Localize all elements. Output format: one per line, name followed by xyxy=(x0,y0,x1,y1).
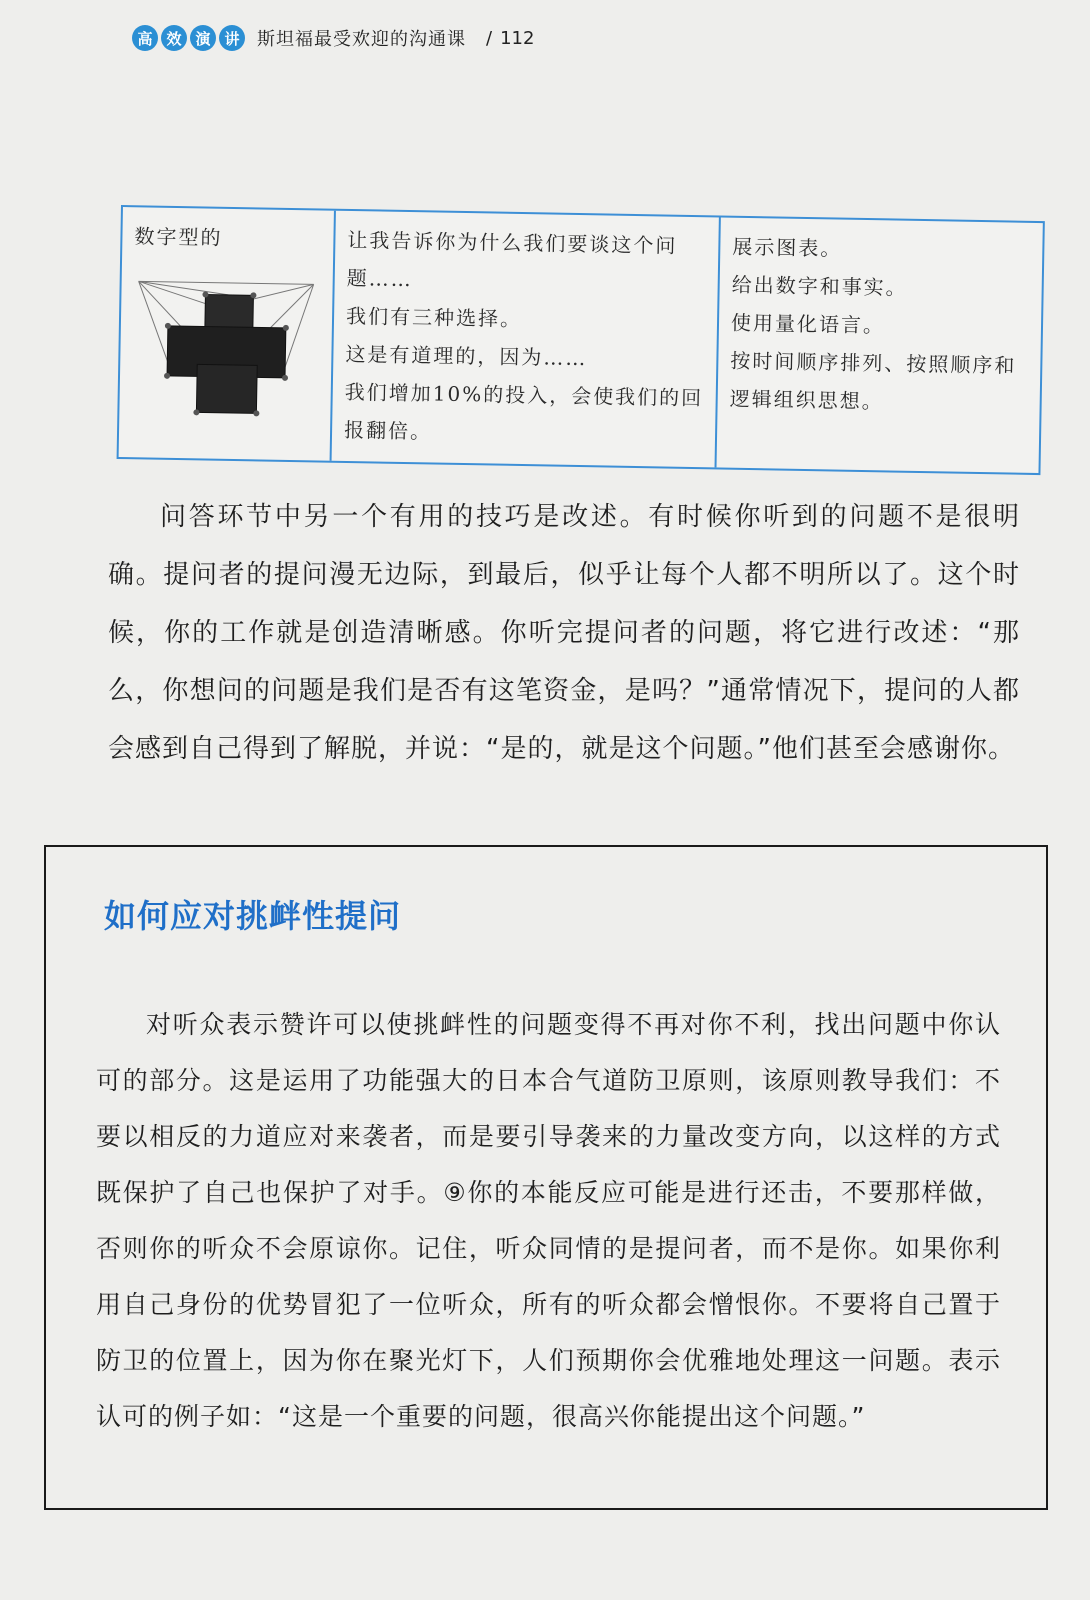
running-header xyxy=(132,18,534,58)
table-cell-examples xyxy=(332,211,721,468)
table-cell-type xyxy=(119,207,336,461)
series-logo-char: 演 xyxy=(190,25,216,51)
header-separator: / xyxy=(486,27,493,49)
book-title: 斯坦福最受欢迎的沟通课 xyxy=(257,29,466,50)
tip-line: 按时间顺序排列、按照顺序和逻辑组织思想。 xyxy=(729,348,1017,414)
series-logo-char: 效 xyxy=(161,25,187,51)
sidebar-paragraph: 对听众表示赞许可以使挑衅性的问题变得不再对你不利，找出问题中你认可的部分。这是运用了功能强大的日本合气道防卫原则，该原则教导我们：不要以相反的力道应对来袭者，而是要引导袭来的力量改变方向，以这样的方式既保护了自己也保护了对手。⑨你的本能反应可能是进行还击，不要那样做，否则你的听众不会原谅你。记住，听众同情的是提问者，而不是你。如果你利用自己身份的优势冒犯了一位听众，所有的听众都会憎恨你。不要将自己置于防卫的位置上，因为你在聚光灯下，人们预期你会优雅地处理这一问题。表示认可的例子如：“这是一个重要的问题，很高兴你能提出这个问题。” xyxy=(96,1010,1001,1431)
sidebar-heading: 如何应对挑衅性提问 xyxy=(104,897,402,935)
series-logo-char: 讲 xyxy=(219,25,245,51)
example-line: 我们增加10%的投入，会使我们的回报翻倍。 xyxy=(343,379,704,444)
example-line: 让我告诉你为什么我们要谈这个问题…… xyxy=(346,227,678,292)
tip-line: 展示图表。 xyxy=(732,234,843,261)
strategy-table-row xyxy=(117,205,1045,475)
example-line: 这是有道理的，因为…… xyxy=(345,341,588,371)
body-paragraph: 问答环节中另一个有用的技巧是改述。有时候你听到的问题不是很明确。提问者的提问漫无边际，到最后，似乎让每个人都不明所以了。这个时候，你的工作就是创造清晰感。你听完提问者的问题，将它进行改述：“那么，你想问的问题是我们是否有这笔资金，是吗？”通常情况下，提问的人都会感到自己得到了解脱，并说：“是的，就是这个问题。”他们甚至会感谢你。 xyxy=(108,502,1020,764)
page-number: 112 xyxy=(500,27,535,49)
series-logo xyxy=(132,25,245,51)
tip-line: 给出数字和事实。 xyxy=(731,272,908,300)
sidebar-box xyxy=(44,845,1048,1510)
tip-line: 使用量化语言。 xyxy=(730,310,886,338)
table-cell-tips xyxy=(717,217,1043,473)
example-line: 我们有三种选择。 xyxy=(345,303,523,332)
series-logo-char: 高 xyxy=(132,25,158,51)
type-label: 数字型的 xyxy=(134,224,223,250)
3d-cross-cube-icon xyxy=(131,263,319,426)
